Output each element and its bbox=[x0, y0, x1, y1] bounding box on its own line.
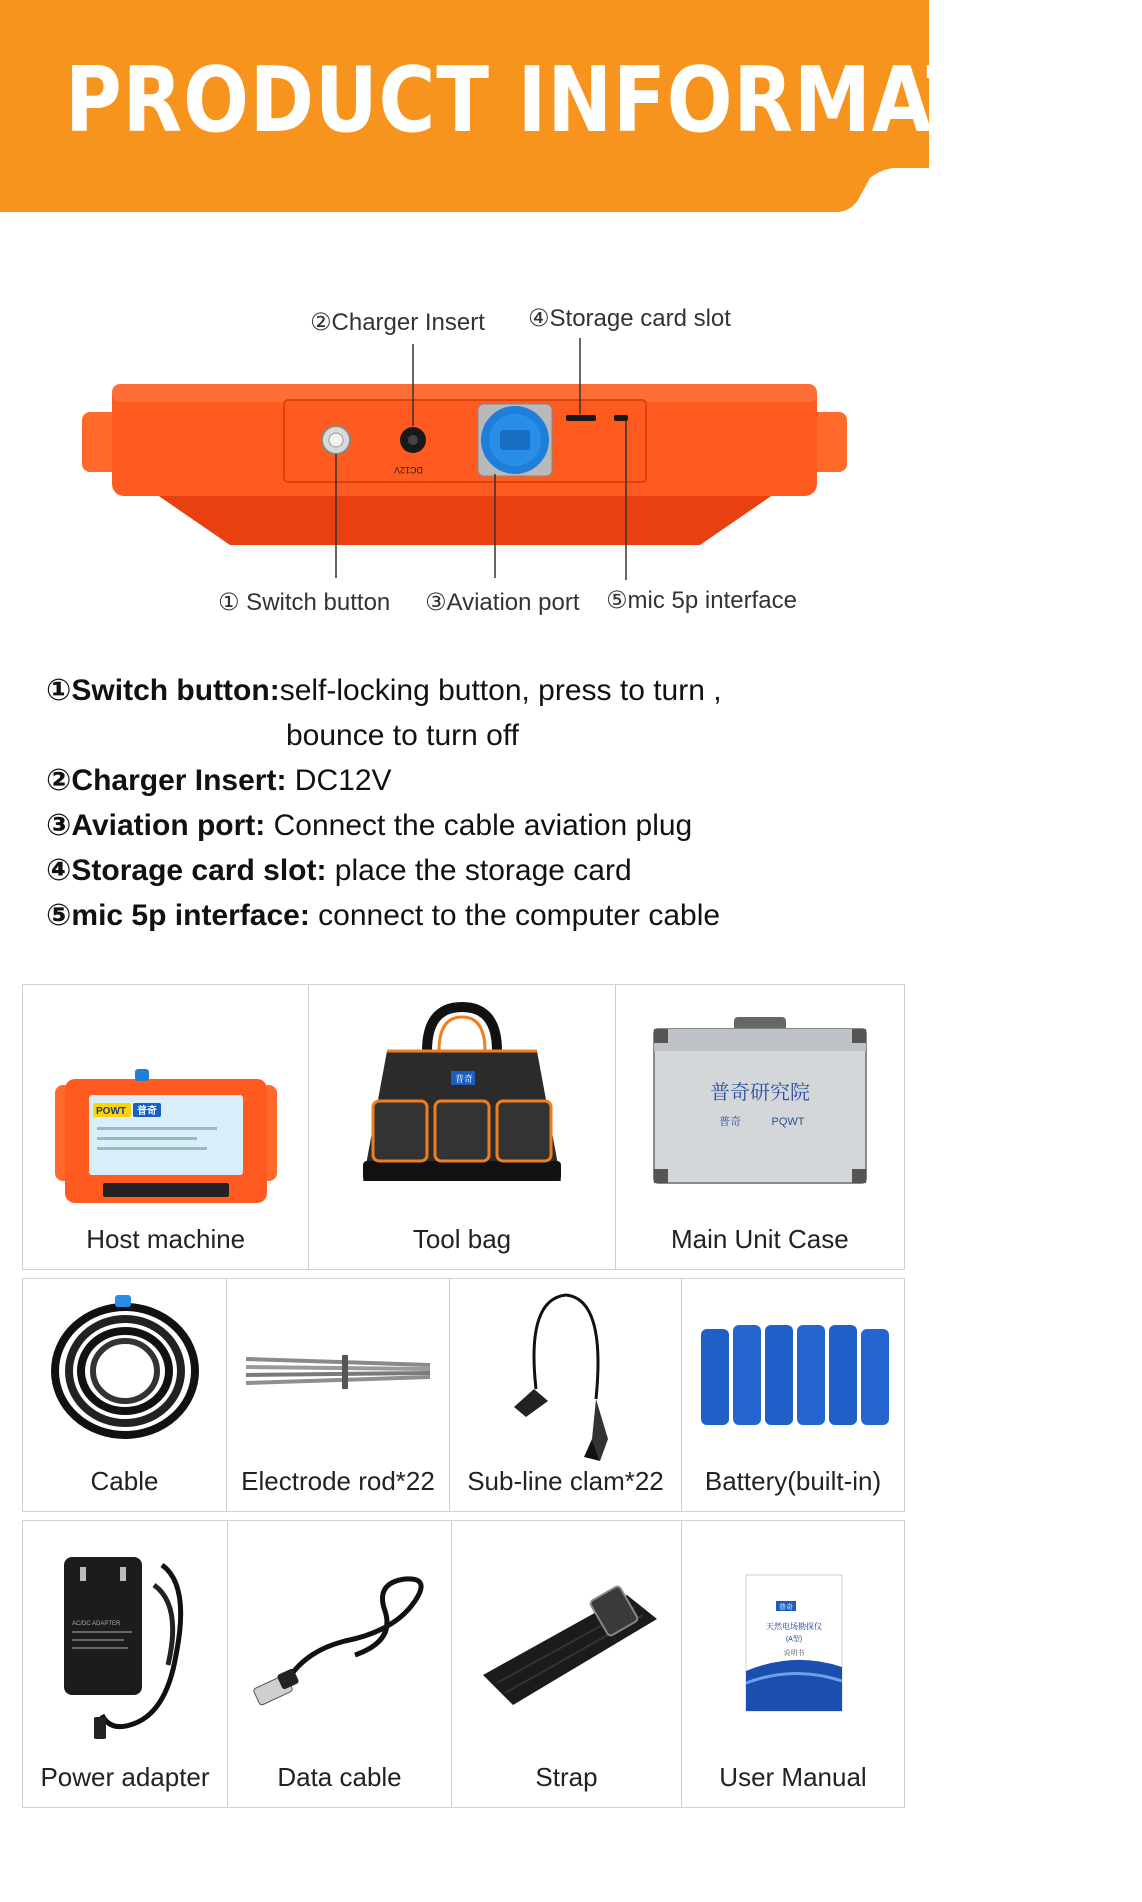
description-term: mic 5p interface: bbox=[71, 899, 310, 932]
case-sub-left-text: 普奇 bbox=[718, 1116, 741, 1128]
accessory-main-unit-case bbox=[616, 985, 904, 1269]
accessory-sub-line-clamp bbox=[450, 1279, 682, 1511]
main-unit-case-image bbox=[650, 1017, 870, 1187]
accessory-label: Host machine bbox=[86, 1224, 246, 1254]
description-aviation-port bbox=[46, 803, 906, 848]
host-logo-cn-text: 普奇 bbox=[136, 1106, 157, 1117]
svg-text:DC12V: DC12V bbox=[393, 465, 423, 475]
accessory-cable bbox=[23, 1279, 227, 1511]
description-number: ⑤ bbox=[46, 899, 72, 932]
accessory-label: User Manual bbox=[719, 1762, 867, 1792]
accessory-battery bbox=[682, 1279, 904, 1511]
description-term: Switch button: bbox=[71, 674, 280, 707]
manual-logo-text: 普奇 bbox=[779, 1604, 793, 1611]
description-switch-button bbox=[46, 668, 906, 713]
bag-logo-text: 普奇 bbox=[455, 1074, 474, 1084]
description-text: place the storage card bbox=[326, 854, 632, 887]
case-brand-text: 普奇研究院 bbox=[709, 1080, 810, 1104]
accessories-row-2 bbox=[22, 1278, 905, 1512]
accessory-label: Power adapter bbox=[40, 1762, 210, 1792]
manual-title-text: 天然电场勘探仪 bbox=[766, 1622, 822, 1631]
callout-storage-card-slot: ④Storage card slot bbox=[528, 305, 731, 332]
electrode-rod-image bbox=[238, 1341, 438, 1401]
description-term: Aviation port: bbox=[71, 809, 266, 842]
accessory-power-adapter bbox=[23, 1521, 228, 1807]
description-term: Storage card slot: bbox=[71, 854, 327, 887]
adapter-label-text: AC/DC ADAPTER bbox=[72, 1621, 121, 1627]
description-text: DC12V bbox=[286, 764, 392, 797]
accessory-label: Data cable bbox=[277, 1762, 402, 1792]
accessory-label: Tool bag bbox=[412, 1224, 512, 1254]
accessory-data-cable bbox=[228, 1521, 452, 1807]
manual-model-text: (A型) bbox=[785, 1636, 803, 1643]
accessory-tool-bag bbox=[309, 985, 615, 1269]
host-logo-text: POWT bbox=[95, 1106, 126, 1117]
accessories-row-3 bbox=[22, 1520, 905, 1808]
data-cable-image bbox=[245, 1571, 435, 1721]
description-charger-insert bbox=[46, 758, 906, 803]
header-banner bbox=[0, 0, 1142, 214]
accessory-label: Sub-line clam*22 bbox=[467, 1466, 664, 1496]
host-machine-image bbox=[51, 1063, 281, 1213]
accessory-host-machine bbox=[23, 985, 309, 1269]
description-number: ① bbox=[46, 674, 72, 707]
accessory-label: Cable bbox=[90, 1466, 159, 1496]
accessory-label: Main Unit Case bbox=[670, 1224, 849, 1254]
description-storage-card-slot bbox=[46, 848, 906, 893]
device-diagram bbox=[0, 280, 929, 630]
battery-image bbox=[693, 1315, 893, 1435]
accessory-label: Electrode rod*22 bbox=[241, 1466, 435, 1496]
cable-image bbox=[45, 1289, 205, 1449]
description-mic-interface bbox=[46, 893, 906, 938]
page-title: PRODUCT INFORMATION bbox=[65, 48, 1142, 153]
accessory-label: Strap bbox=[535, 1762, 598, 1792]
accessory-strap bbox=[452, 1521, 682, 1807]
power-adapter-image bbox=[50, 1545, 200, 1745]
accessories-row-1 bbox=[22, 984, 905, 1270]
callout-mic-interface: ⑤mic 5p interface bbox=[606, 587, 797, 614]
description-text: connect to the computer cable bbox=[309, 899, 721, 932]
description-number: ② bbox=[46, 764, 72, 797]
tool-bag-image bbox=[357, 1001, 567, 1191]
callout-aviation-port: ③Aviation port bbox=[425, 589, 580, 616]
description-text: Connect the cable aviation plug bbox=[265, 809, 693, 842]
manual-sub-text: 说明书 bbox=[783, 1650, 805, 1657]
case-sub-right-text: PQWT bbox=[771, 1116, 805, 1128]
description-switch-button-continued: bounce to turn off bbox=[286, 719, 519, 752]
user-manual-image bbox=[738, 1571, 848, 1721]
description-number: ④ bbox=[46, 854, 72, 887]
feature-descriptions bbox=[46, 668, 906, 938]
description-term: Charger Insert: bbox=[71, 764, 287, 797]
description-text: self-locking button, press to turn , bbox=[279, 674, 722, 707]
description-number: ③ bbox=[46, 809, 72, 842]
sub-line-clamp-image bbox=[496, 1289, 636, 1469]
accessory-label: Battery(built-in) bbox=[704, 1466, 882, 1496]
accessory-user-manual bbox=[682, 1521, 904, 1807]
accessory-electrode-rod bbox=[227, 1279, 450, 1511]
callout-charger-insert: ②Charger Insert bbox=[310, 309, 485, 336]
strap-image bbox=[467, 1565, 667, 1725]
callout-switch-button: ① Switch button bbox=[218, 589, 391, 616]
